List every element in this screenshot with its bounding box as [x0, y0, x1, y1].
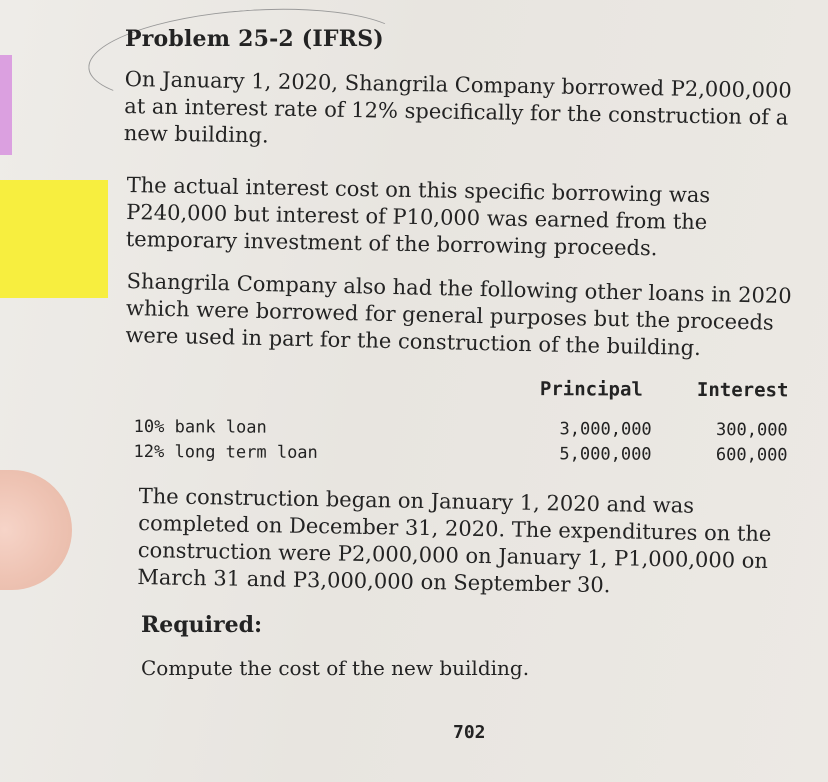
loan-principal: 5,000,000	[559, 444, 652, 465]
loan-label: 12% long term loan	[133, 441, 318, 463]
page-number: 702	[453, 722, 486, 743]
table-row	[134, 417, 794, 444]
problem-paragraph-4: The construction began on January 1, 2020 and was completed on December 31, 2020. The expenditures on the construction were P2,000,000 on January 1, P1,000,000 on March 31 and P3,000,000 on September 30.	[137, 483, 772, 598]
required-task: Compute the cost of the new building.	[141, 656, 530, 680]
required-heading: Required:	[141, 612, 263, 638]
problem-paragraph-3: Shangrila Company also had the following other loans in 2020 which were borrowed for general purposes but the proceeds were used in part for the construction of the building.	[125, 268, 792, 361]
principal-header: Principal	[539, 378, 643, 401]
finger-photo-edge	[0, 470, 72, 590]
loans-table	[133, 372, 794, 466]
problem-paragraph-2: The actual interest cost on this specific borrowing was P240,000 but interest of P10,000 was earned from the temporary investment of the borrowing proceeds.	[125, 172, 711, 261]
purple-sticky-tab	[0, 55, 12, 155]
table-row	[134, 442, 794, 469]
yellow-sticky-note	[0, 180, 108, 298]
loan-label: 10% bank loan	[133, 416, 267, 438]
loan-interest: 300,000	[715, 420, 788, 441]
problem-paragraph-1: On January 1, 2020, Shangrila Company borrowed P2,000,000 at an interest rate of 12% specifically for the construction of a new building.	[123, 66, 792, 148]
problem-title: Problem 25-2 (IFRS)	[125, 26, 384, 52]
loan-principal: 3,000,000	[559, 419, 652, 440]
loan-interest: 600,000	[715, 445, 788, 466]
interest-header: Interest	[696, 378, 789, 402]
